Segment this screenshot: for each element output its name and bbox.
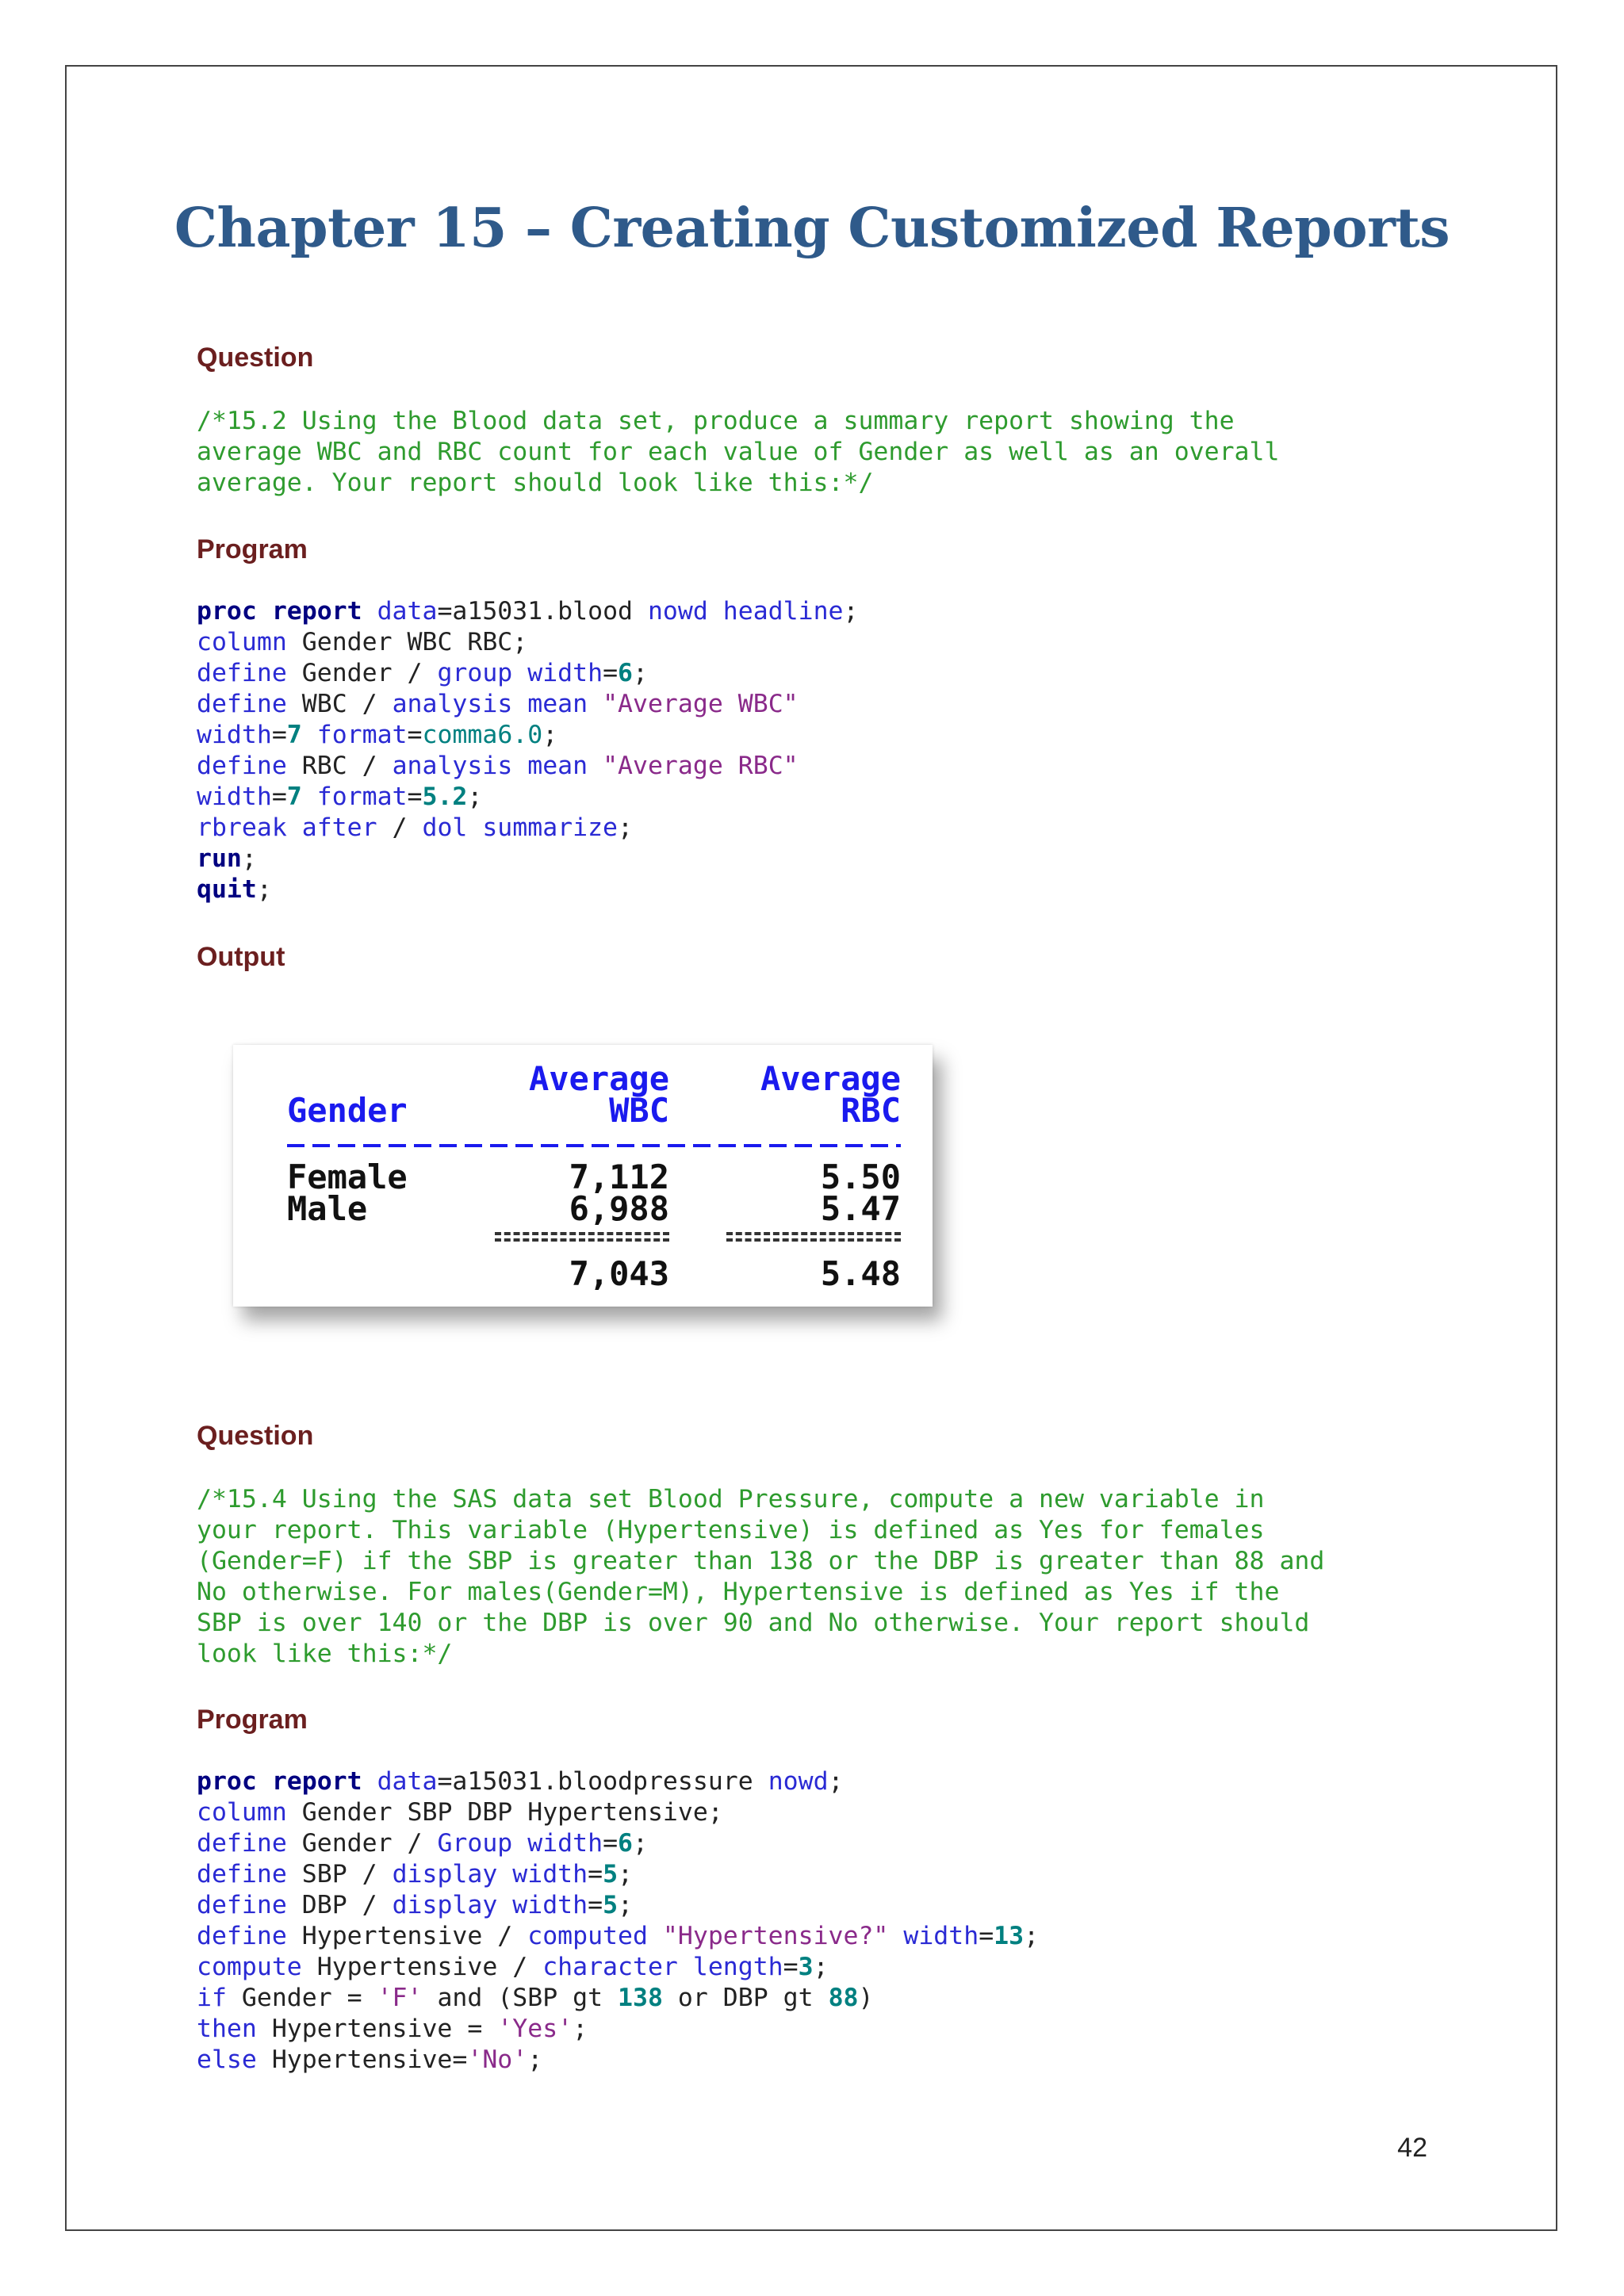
header-wbc: WBC xyxy=(609,1091,669,1130)
program-heading-1: Program xyxy=(197,534,308,564)
program-code-2: proc report data=a15031.bloodpressure nowd; column Gender SBP DBP Hypertensive; define Gender / Group width=6; define SBP / display width=5; define DBP / display width=5; define Hypertensive / computed "Hypertensive?" width=13; compute Hypertensive / character length=3; if Gender = 'F' and (SBP gt 138 or DBP gt 88) then Hypertensive = 'Yes'; else Hypertensive='No'; xyxy=(197,1767,1040,2074)
row-gender: Male xyxy=(287,1189,368,1228)
question-heading-2: Question xyxy=(197,1421,314,1451)
question-heading-1: Question xyxy=(197,342,314,373)
header-average-wbc: Average xyxy=(528,1059,669,1098)
row-gender: Female xyxy=(287,1158,408,1196)
summary-rule-wbc xyxy=(495,1232,669,1242)
row-rbc: 5.50 xyxy=(820,1158,901,1196)
header-rbc: RBC xyxy=(841,1091,901,1130)
question-text-2: /*15.4 Using the SAS data set Blood Pressure, compute a new variable in your report. This variable (Hypertensive) is defined as Yes for females (Gender=F) if the SBP is greater than 138 or the DBP is greater than 88 and No otherwise. For males(Gender=M), Hypertensive is defined as Yes if the SBP is over 140 or the DBP is over 90 and No otherwise. Your report should look like this:*/ xyxy=(197,1485,1325,1668)
page-title: Chapter 15 – Creating Customized Reports xyxy=(174,197,1450,260)
header-average-rbc: Average xyxy=(760,1059,901,1098)
row-wbc: 7,112 xyxy=(569,1158,669,1196)
program-code-1: proc report data=a15031.blood nowd headline; column Gender WBC RBC; define Gender / group width=6; define WBC / analysis mean "Average WBC" width=7 format=comma6.0; define RBC / analysis mean "Average RBC" width=7 format=5.2; rbreak after / dol summarize; run; quit; xyxy=(197,597,859,904)
header-rule xyxy=(287,1144,901,1147)
row-wbc: 6,988 xyxy=(569,1189,669,1228)
total-rbc: 5.48 xyxy=(820,1254,901,1293)
summary-rule-rbc xyxy=(726,1232,901,1242)
program-heading-2: Program xyxy=(197,1705,308,1735)
report-output xyxy=(233,1045,933,1307)
row-rbc: 5.47 xyxy=(820,1189,901,1228)
total-wbc: 7,043 xyxy=(569,1254,669,1293)
page-number: 42 xyxy=(1397,2133,1427,2163)
header-gender: Gender xyxy=(287,1091,408,1130)
output-heading: Output xyxy=(197,942,285,972)
question-text-1: /*15.2 Using the Blood data set, produce a summary report showing the average WBC and RBC count for each value of Gender as well as an overall average. Your report should look like this:*/ xyxy=(197,407,1280,497)
